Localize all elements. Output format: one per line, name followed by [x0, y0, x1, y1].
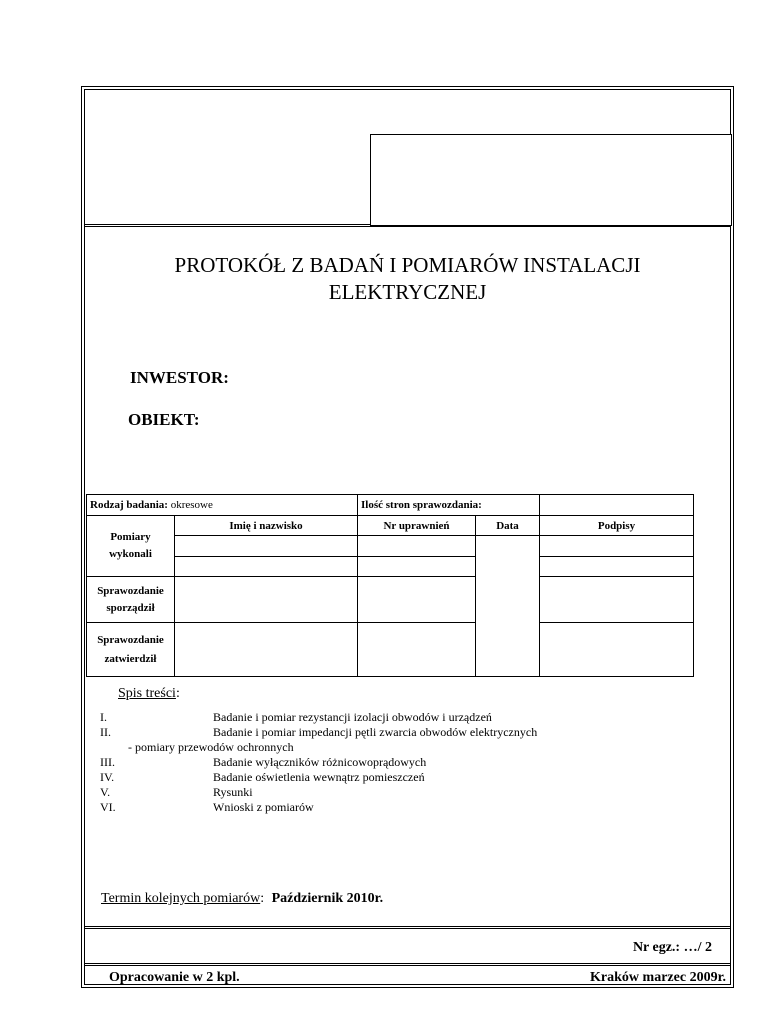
- measured-by-label: [87, 516, 175, 577]
- next-measurement-value: Październik 2010r.: [271, 891, 384, 906]
- prepared-by-line-1: Sprawozdanie: [97, 584, 164, 597]
- prepared-by-label: [87, 577, 175, 623]
- toc-item-text: Badanie wyłączników różnicowoprądowych: [213, 755, 427, 769]
- toc-item: [100, 786, 620, 801]
- toc-list: [100, 711, 620, 816]
- header-name: Imię i nazwisko: [175, 516, 358, 536]
- measured-by-line-2: wykonali: [109, 548, 152, 560]
- title-line-1: PROTOKÓŁ Z BADAŃ I POMIARÓW INSTALACJI: [174, 253, 641, 277]
- license-cell: [358, 557, 476, 577]
- license-cell: [358, 577, 476, 623]
- toc-item-number: II.: [100, 725, 111, 739]
- next-measurement: [101, 891, 383, 907]
- test-type-label: Rodzaj badania:: [90, 499, 168, 511]
- toc-item: [100, 771, 620, 786]
- toc-item: [100, 741, 620, 756]
- toc-item: [100, 711, 620, 726]
- toc-item-number: V.: [100, 785, 111, 799]
- license-cell: [358, 536, 476, 557]
- table-row: [87, 495, 694, 516]
- measured-by-line-1: Pomiary: [110, 531, 151, 543]
- signature-cell: [540, 577, 694, 623]
- header-date: Data: [476, 516, 540, 536]
- investor-label: INWESTOR:: [130, 368, 229, 387]
- name-cell: [175, 577, 358, 623]
- license-cell: [358, 623, 476, 677]
- toc-item-text: Badanie i pomiar rezystancji izolacji obwodów i urządzeń: [213, 710, 492, 724]
- approved-by-label: [87, 623, 175, 677]
- copy-number-top-divider: [84, 926, 731, 929]
- toc-heading-colon: :: [175, 686, 180, 701]
- name-cell: [175, 536, 358, 557]
- toc-item-text: Badanie oświetlenia wewnątrz pomieszczeń: [213, 770, 425, 784]
- copy-number: Nr egz.: …/ 2: [632, 940, 712, 955]
- table-row: [87, 516, 694, 536]
- toc-item-number: I.: [100, 710, 107, 724]
- approved-by-line-1: Sprawozdanie: [97, 633, 164, 646]
- document-title: [84, 252, 731, 306]
- next-measurement-label: Termin kolejnych pomiarów: [101, 891, 261, 906]
- prepared-by-line-2: sporządził: [106, 601, 155, 614]
- name-cell: [175, 623, 358, 677]
- next-measurement-colon: :: [260, 891, 265, 906]
- header-signatures: Podpisy: [540, 516, 694, 536]
- toc-item-text: - pomiary przewodów ochronnych: [128, 740, 294, 754]
- footer-divider: [84, 963, 731, 966]
- signature-cell: [540, 557, 694, 577]
- pages-count-label: Ilość stron sprawozdania:: [358, 495, 540, 516]
- object-label: OBIEKT:: [128, 410, 200, 429]
- toc-item-number: IV.: [100, 770, 115, 784]
- toc-item: [100, 801, 620, 816]
- stamp-box: [370, 134, 732, 226]
- table-row: [87, 557, 694, 577]
- footer-right: Kraków marzec 2009r.: [590, 970, 726, 985]
- footer-left: Opracowanie w 2 kpl.: [109, 970, 240, 985]
- name-cell: [175, 557, 358, 577]
- signature-cell: [540, 536, 694, 557]
- signatures-table: [86, 494, 694, 677]
- table-row: [87, 536, 694, 557]
- toc-item: [100, 726, 620, 741]
- test-type-cell: [87, 495, 358, 516]
- toc-heading-text: Spis treści: [118, 686, 176, 701]
- toc-item: [100, 756, 620, 771]
- date-cell: [476, 536, 540, 677]
- toc-item-number: VI.: [100, 800, 116, 814]
- approved-by-line-2: zatwierdził: [104, 652, 157, 665]
- toc-item-text: Badanie i pomiar impedancji pętli zwarcia obwodów elektrycznych: [213, 725, 538, 739]
- table-row: [87, 623, 694, 677]
- title-line-2: ELEKTRYCZNEJ: [328, 280, 487, 304]
- header-license: Nr uprawnień: [358, 516, 476, 536]
- toc-item-text: Wnioski z pomiarów: [213, 800, 314, 814]
- pages-count-value: [540, 495, 694, 516]
- toc-item-text: Rysunki: [213, 785, 253, 799]
- toc-heading: [118, 686, 180, 702]
- signature-cell: [540, 623, 694, 677]
- table-row: [87, 577, 694, 623]
- toc-item-number: III.: [100, 755, 115, 769]
- test-type-value: okresowe: [170, 499, 213, 511]
